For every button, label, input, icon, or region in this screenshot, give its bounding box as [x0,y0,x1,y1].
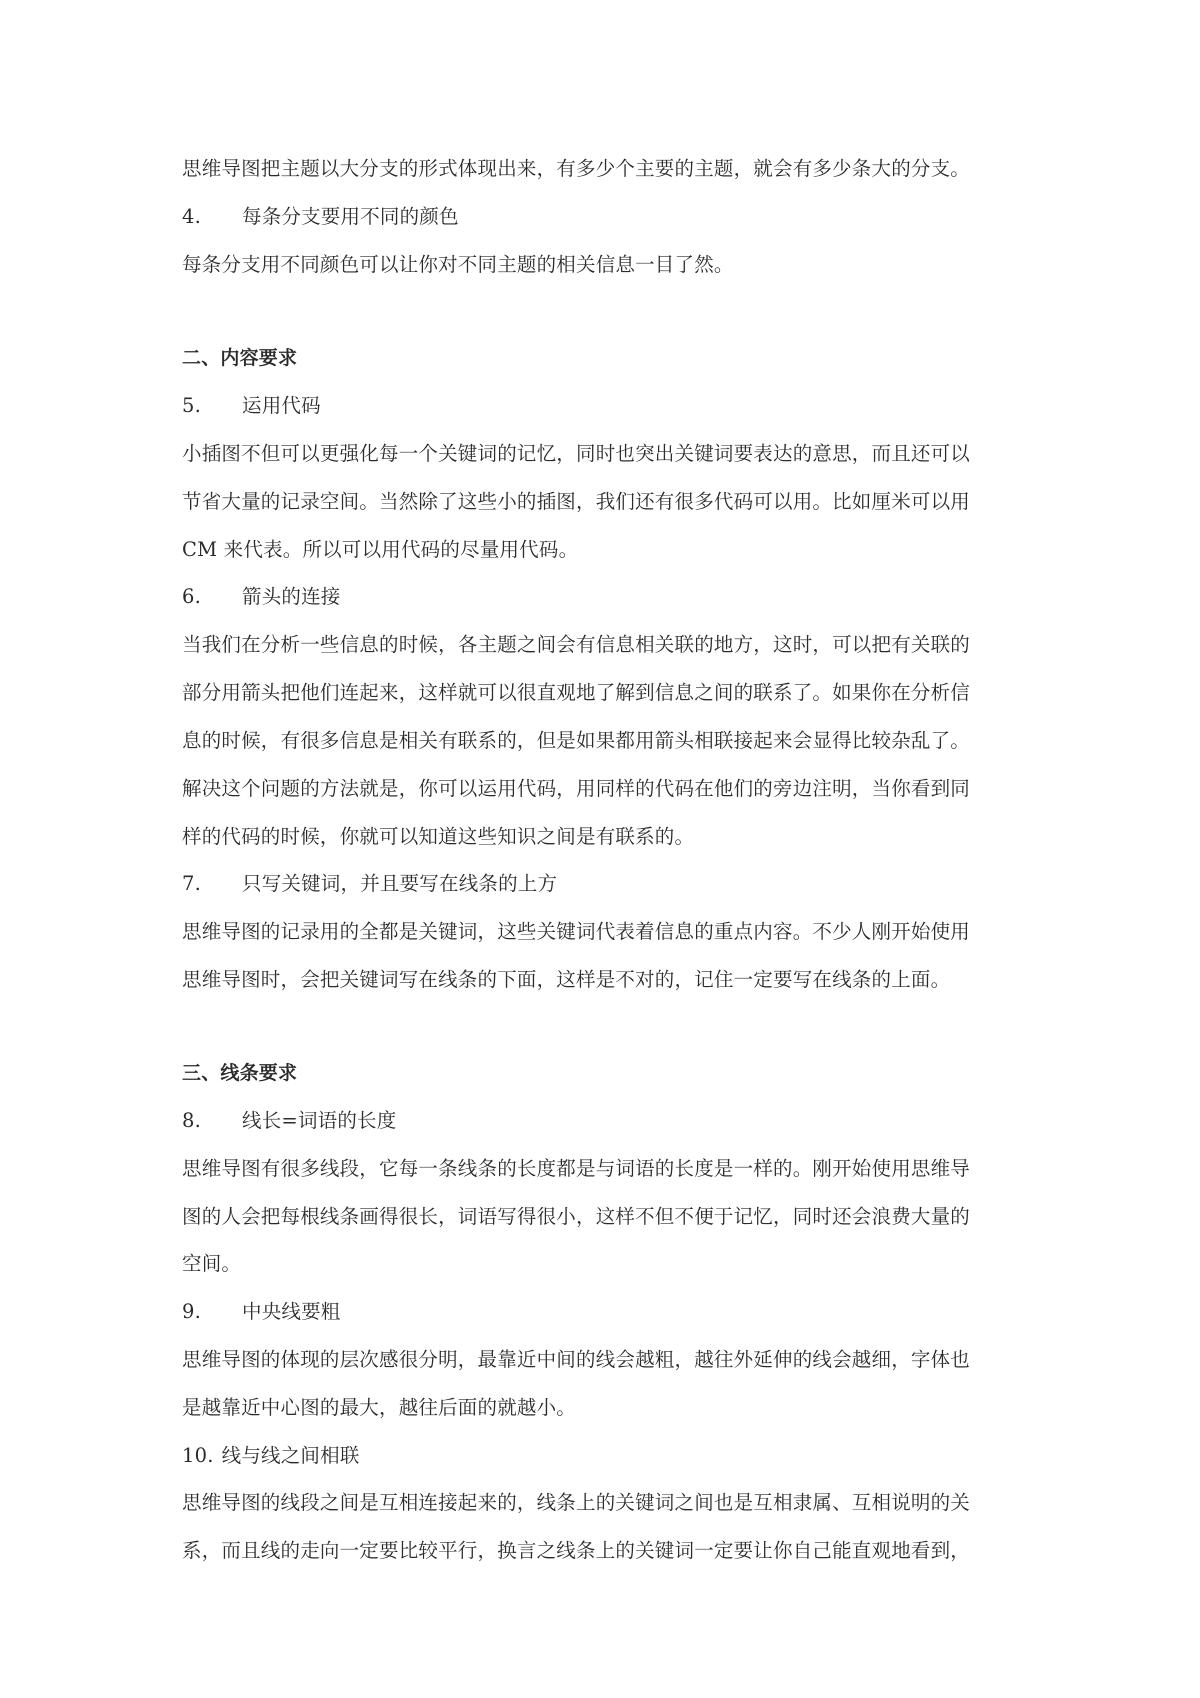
list-item-6 [182,585,341,609]
list-item-8 [182,1109,396,1133]
item-title: 只写关键词，并且要写在线条的上方 [242,872,558,895]
item-title: 线长=词语的长度 [242,1109,397,1132]
paragraph-line: 当我们在分析一些信息的时候，各主题之间会有信息相关联的地方，这时，可以把有关联的 [182,633,971,656]
paragraph-line: 样的代码的时候，你就可以知道这些知识之间是有联系的。 [182,825,695,848]
section-heading: 三、线条要求 [182,1062,298,1084]
paragraph-line: 思维导图把主题以大分支的形式体现出来，有多少个主要的主题，就会有多少条大的分支。 [182,157,971,180]
paragraph-line: 思维导图有很多线段，它每一条线条的长度都是与词语的长度是一样的。刚开始使用思维导 [182,1157,971,1180]
item-number: 7. [182,872,202,895]
item-title: 运用代码 [242,394,321,417]
item-number: 6. [182,585,202,608]
paragraph-line: 图的人会把每根线条画得很长，词语写得很小，这样不但不便于记忆，同时还会浪费大量的 [182,1205,971,1228]
paragraph-line: 系，而且线的走向一定要比较平行，换言之线条上的关键词一定要让你自己能直观地看到， [182,1539,971,1562]
paragraph-line: 节省大量的记录空间。当然除了这些小的插图，我们还有很多代码可以用。比如厘米可以用 [182,490,971,513]
paragraph-line: 部分用箭头把他们连起来，这样就可以很直观地了解到信息之间的联系了。如果你在分析信 [182,681,971,704]
item-number: 4. [182,205,202,228]
item-number: 8. [182,1109,202,1132]
list-item-9 [182,1300,341,1324]
list-item-10 [182,1444,360,1468]
item-number: 5. [182,394,202,417]
list-item-5 [182,394,321,418]
item-number: 10. [182,1444,214,1467]
item-title: 中央线要粗 [242,1300,341,1323]
paragraph-line: CM 来代表。所以可以用代码的尽量用代码。 [182,538,579,561]
paragraph-line: 每条分支用不同颜色可以让你对不同主题的相关信息一目了然。 [182,253,734,276]
paragraph-line: 思维导图的记录用的全都是关键词，这些关键词代表着信息的重点内容。不少人刚开始使用 [182,920,971,943]
paragraph-line: 思维导图时，会把关键词写在线条的下面，这样是不对的，记住一定要写在线条的上面。 [182,968,951,991]
paragraph-line: 息的时候，有很多信息是相关有联系的，但是如果都用箭头相联接起来会显得比较杂乱了。 [182,729,971,752]
item-title: 箭头的连接 [242,585,341,608]
paragraph-line: 思维导图的线段之间是互相连接起来的，线条上的关键词之间也是互相隶属、互相说明的关 [182,1491,971,1514]
item-title: 线与线之间相联 [221,1444,360,1467]
paragraph-line: 空间。 [182,1252,242,1275]
list-item-7 [182,872,557,896]
item-number: 9. [182,1300,202,1323]
paragraph-line: 小插图不但可以更强化每一个关键词的记忆，同时也突出关键词要表达的意思，而且还可以 [182,442,971,465]
paragraph-line: 解决这个问题的方法就是，你可以运用代码，用同样的代码在他们的旁边注明，当你看到同 [182,777,971,800]
paragraph-line: 思维导图的体现的层次感很分明，最靠近中间的线会越粗，越往外延伸的线会越细，字体也 [182,1348,971,1371]
list-item-4 [182,205,459,229]
paragraph-line: 是越靠近中心图的最大，越往后面的就越小。 [182,1396,577,1419]
section-heading: 二、内容要求 [182,347,298,369]
item-title: 每条分支要用不同的颜色 [242,205,459,228]
